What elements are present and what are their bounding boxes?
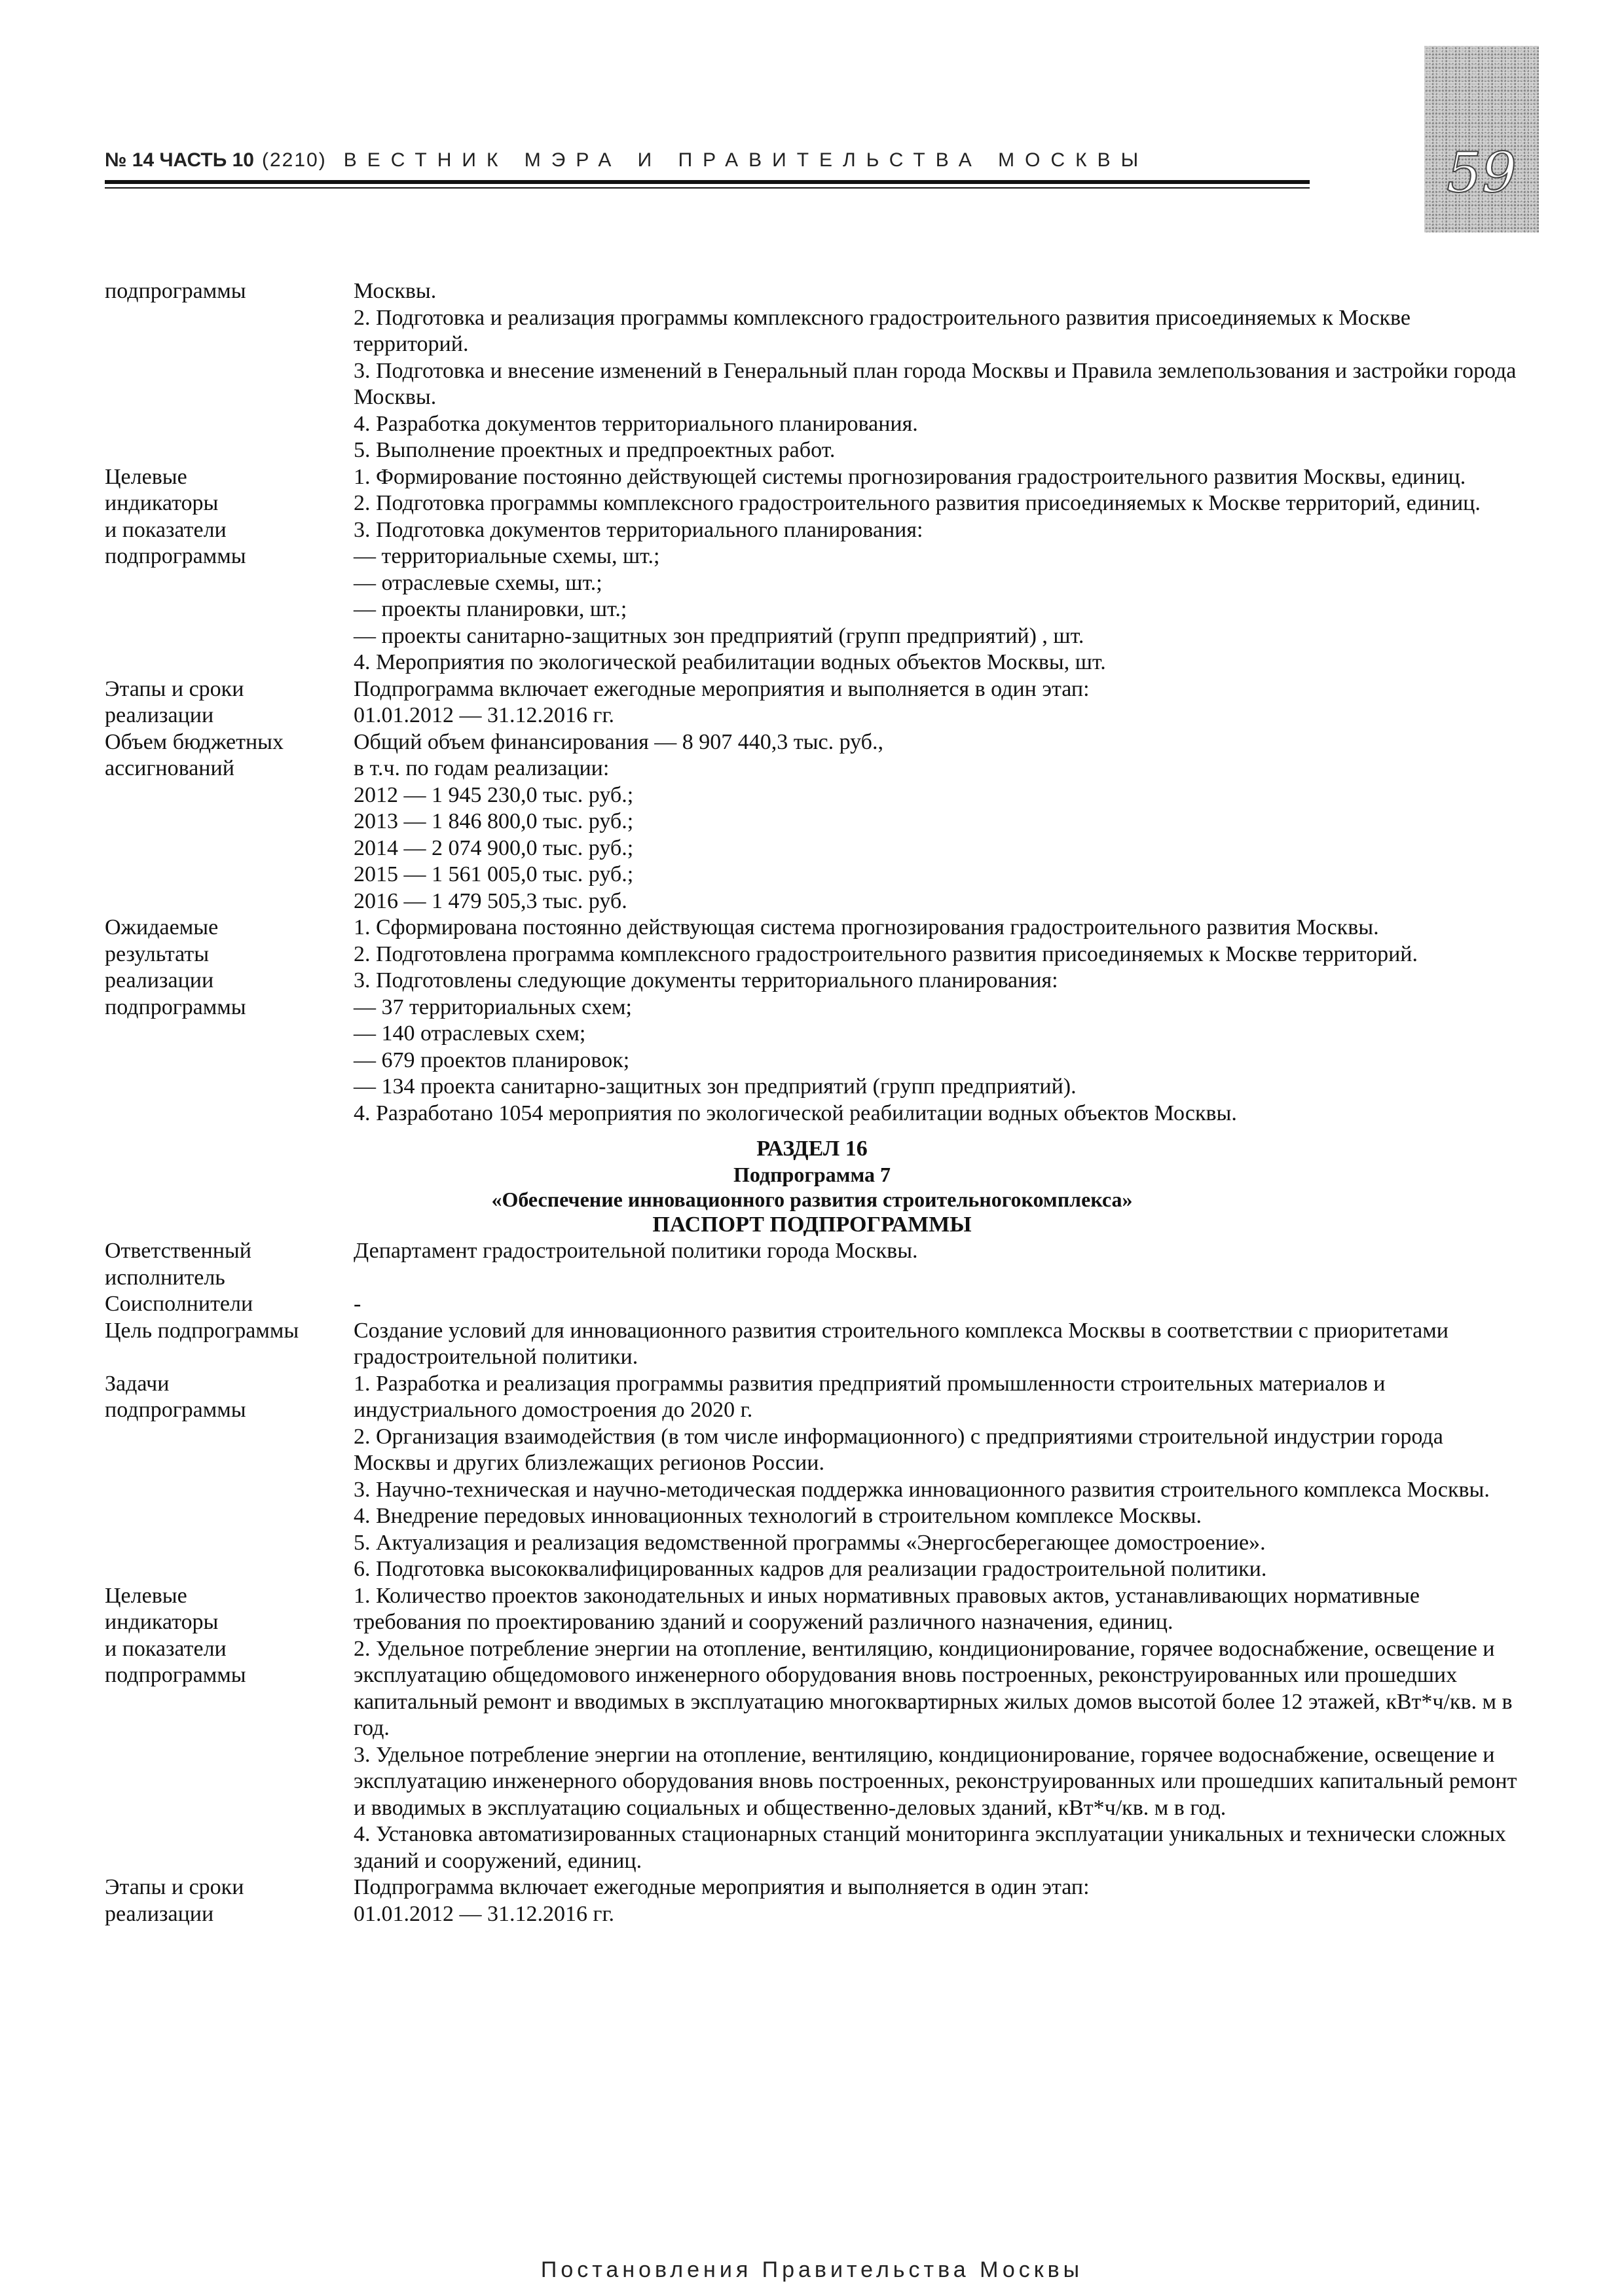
row-label: Задачи подпрограммы — [105, 1371, 246, 1422]
table-row — [105, 278, 1519, 464]
header-line — [105, 149, 1149, 172]
issue-number: № 14 ЧАСТЬ 10 — [105, 149, 254, 171]
table-row — [105, 1583, 1519, 1875]
passport-title: ПАСПОРТ ПОДПРОГРАММЫ — [652, 1212, 972, 1237]
row-value: Общий объем финансирования — 8 907 440,3 тыс. руб., в т.ч. по годам реализации: 2012 — 1 945 230,0 тыс. руб.; 2013 — 1 846 800,0 тыс. руб.; 2014 — 2 074 900,0 тыс. руб.; 2015 — 1 561 005,0 тыс. руб.; 2016 — 1 479 505,3 тыс. руб. — [354, 729, 883, 913]
table-row — [105, 915, 1519, 1127]
row-label: Целевые индикаторы и показатели подпрограммы — [105, 464, 246, 568]
row-value: Подпрограмма включает ежегодные мероприятия и выполняется в один этап: 01.01.2012 — 31.12.2016 гг. — [354, 1875, 1090, 1926]
row-value: Подпрограмма включает ежегодные мероприятия и выполняется в один этап: 01.01.2012 — 31.12.2016 гг. — [354, 676, 1090, 727]
page-number: 59 — [1447, 141, 1517, 205]
row-value: 1. Формирование постоянно действующей системы прогнозирования градостроительного развития Москвы, единиц. 2. Подготовка программы комплексного градостроительного развития присоединяемых к Москве территорий, единиц. 3. Подготовка документов территориального планирования: — территориальные схемы, шт.; — отраслевые схемы, шт.; — проекты планировки, шт.; — проекты санитарно-защитных зон предприятий (групп предприятий) , шт. 4. Мероприятия по экологической реабилитации водных объектов Москвы, шт. — [354, 464, 1481, 674]
table-row — [105, 1318, 1519, 1371]
row-label: подпрограммы — [105, 279, 246, 303]
document-body — [105, 278, 1519, 1927]
row-value: Создание условий для инновационного развития строительного комплекса Москвы в соответствии с приоритетами градостроительной политики. — [354, 1318, 1449, 1369]
row-value: Москвы. 2. Подготовка и реализация программы комплексного градостроительного развития присоединяемых к Москве территорий. 3. Подготовка и внесение изменений в Генеральный план города Москвы и Правила землепользования и застройки города Москвы. 4. Разработка документов территориального планирования. 5. Выполнение проектных и предпроектных работ. — [354, 279, 1517, 462]
table-row — [105, 729, 1519, 915]
table-row — [105, 1371, 1519, 1583]
subprogram-number: Подпрограмма 7 — [733, 1163, 891, 1186]
row-label: Этапы и сроки реализации — [105, 1875, 244, 1926]
row-label: Ожидаемые результаты реализации подпрограммы — [105, 915, 246, 1019]
row-value: 1. Сформирована постоянно действующая система прогнозирования градостроительного развития Москвы. 2. Подготовлена программа комплексного градостроительного развития присоединяемых к Москве территорий. 3. Подготовлены следующие документы территориального планирования: — 37 территориальных схем; — 140 отраслевых схем; — 679 проектов планировок; — 134 проекта санитарно-защитных зон предприятий (групп предприятий). 4. Разработано 1054 мероприятия по экологической реабилитации водных объектов Москвы. — [354, 915, 1418, 1125]
issue-serial: (2210) — [262, 149, 327, 171]
row-label: Соисполнители — [105, 1292, 253, 1316]
page-number-badge — [1424, 46, 1539, 232]
table-row — [105, 464, 1519, 676]
section-title: РАЗДЕЛ 16 — [756, 1137, 868, 1161]
header-rule-thin — [105, 187, 1310, 189]
row-label: Ответственный исполнитель — [105, 1239, 251, 1290]
journal-title: ВЕСТНИК МЭРА И ПРАВИТЕЛЬСТВА МОСКВЫ — [343, 149, 1149, 171]
row-label: Этапы и сроки реализации — [105, 676, 244, 727]
subprogram-name: «Обеспечение инновационного развития строительногокомплекса» — [491, 1188, 1133, 1211]
table-row — [105, 1291, 1519, 1318]
row-value: - — [354, 1292, 361, 1316]
row-label: Цель подпрограммы — [105, 1318, 299, 1343]
row-value: 1. Разработка и реализация программы развития предприятий промышленности строительных материалов и индустриального домостроения до 2020 г. 2. Организация взаимодействия (в том числе информационного) с предприятиями строительной индустрии города Москвы и других близлежащих регионов России. 3. Научно-техническая и научно-методическая поддержка инновационного развития строительного комплекса Москвы. 4. Внедрение передовых инновационных технологий в строительном комплексе Москвы. 5. Актуализация и реализация ведомственной программы «Энергосберегающее домостроение». 6. Подготовка высококвалифицированных кадров для реализации градостроительной политики. — [354, 1371, 1490, 1581]
row-label: Объем бюджетных ассигнований — [105, 729, 284, 780]
row-value: Департамент градостроительной политики города Москвы. — [354, 1239, 918, 1263]
table-row — [105, 676, 1519, 729]
page-footer: Постановления Правительства Москвы — [540, 2257, 1084, 2282]
section-heading — [105, 1136, 1519, 1238]
row-value: 1. Количество проектов законодательных и иных нормативных правовых актов, устанавливающих нормативные требования по проектированию зданий и сооружений различного назначения, единиц. 2. Удельное потребление энергии на отопление, вентиляцию, кондиционирование, горячее водоснабжение, освещение и эксплуатацию общедомового инженерного оборудования вновь построенных, реконструированных или прошедших капитальный ремонт и вводимых в эксплуатацию многоквартирных жилых домов высотой более 12 этажей, кВт*ч/кв. м в год. 3. Удельное потребление энергии на отопление, вентиляцию, кондиционирование, горячее водоснабжение, освещение и эксплуатацию инженерного оборудования вновь построенных, реконструированных или прошедших капитальный ремонт и вводимых в эксплуатацию социальных и общественно-деловых зданий, кВт*ч/кв. м в год. 4. Установка автоматизированных стационарных станций мониторинга эксплуатации уникальных и технически сложных зданий и сооружений, единиц. — [354, 1583, 1517, 1873]
table-row — [105, 1874, 1519, 1927]
passport-table-continued — [105, 278, 1519, 1127]
header-rule-thick — [105, 180, 1310, 184]
table-row — [105, 1238, 1519, 1291]
passport-table — [105, 1238, 1519, 1927]
row-label: Целевые индикаторы и показатели подпрограммы — [105, 1583, 246, 1687]
